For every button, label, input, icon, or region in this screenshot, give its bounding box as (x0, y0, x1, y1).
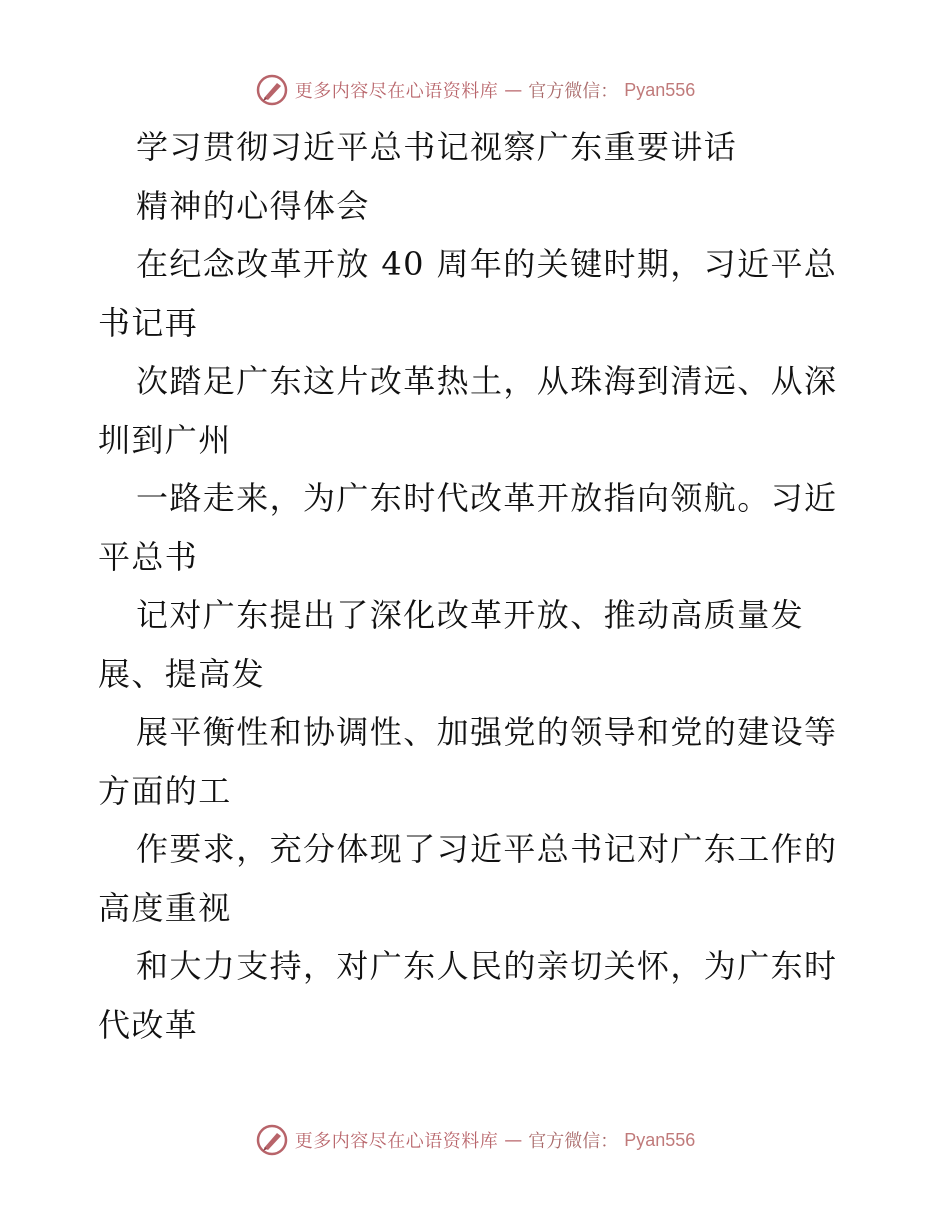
body-line: 作要求，充分体现了习近平总书记对广东工作的 (136, 830, 838, 868)
banner-wechat-label: 官方微信： (528, 1131, 619, 1152)
title-line-1: 学习贯彻习近平总书记视察广东重要讲话 (136, 128, 738, 166)
body-line-wrap: 展、提高发 (98, 654, 266, 693)
body-line-wrap: 方面的工 (98, 771, 232, 810)
document-body (98, 118, 858, 1054)
body-line: 在纪念改革开放 40 周年的关键时期，习近平总 (136, 245, 838, 283)
pen-logo-icon (255, 73, 289, 107)
body-line: 记对广东提出了深化改革开放、推动高质量发 (136, 596, 805, 634)
body-line: 次踏足广东这片改革热土，从珠海到清远、从深 (136, 362, 838, 400)
banner-site-text: 更多内容尽在心语资料库 (294, 81, 499, 102)
body-line: 展平衡性和协调性、加强党的领导和党的建设等 (136, 713, 838, 751)
title-line-2: 精神的心得体会 (136, 186, 370, 225)
body-line-wrap: 书记再 (98, 303, 199, 342)
banner-wechat-id: Pyan556 (624, 1129, 696, 1150)
body-line-wrap: 圳到广州 (98, 420, 232, 459)
banner-dash: — (504, 1129, 523, 1151)
body-line-wrap: 代改革 (98, 1005, 199, 1044)
pen-logo-icon (255, 1123, 289, 1157)
footer-banner (0, 1120, 950, 1160)
banner-wechat-label: 官方微信： (528, 81, 619, 102)
body-line: 和大力支持，对广东人民的亲切关怀，为广东时 (136, 947, 838, 985)
body-line-wrap: 高度重视 (98, 888, 232, 927)
body-line: 一路走来，为广东时代改革开放指向领航。习近 (136, 479, 838, 517)
header-banner (0, 70, 950, 110)
banner-wechat-id: Pyan556 (624, 79, 696, 100)
banner-site-text: 更多内容尽在心语资料库 (294, 1131, 499, 1152)
body-line-wrap: 平总书 (98, 537, 199, 576)
banner-dash: — (504, 79, 523, 101)
